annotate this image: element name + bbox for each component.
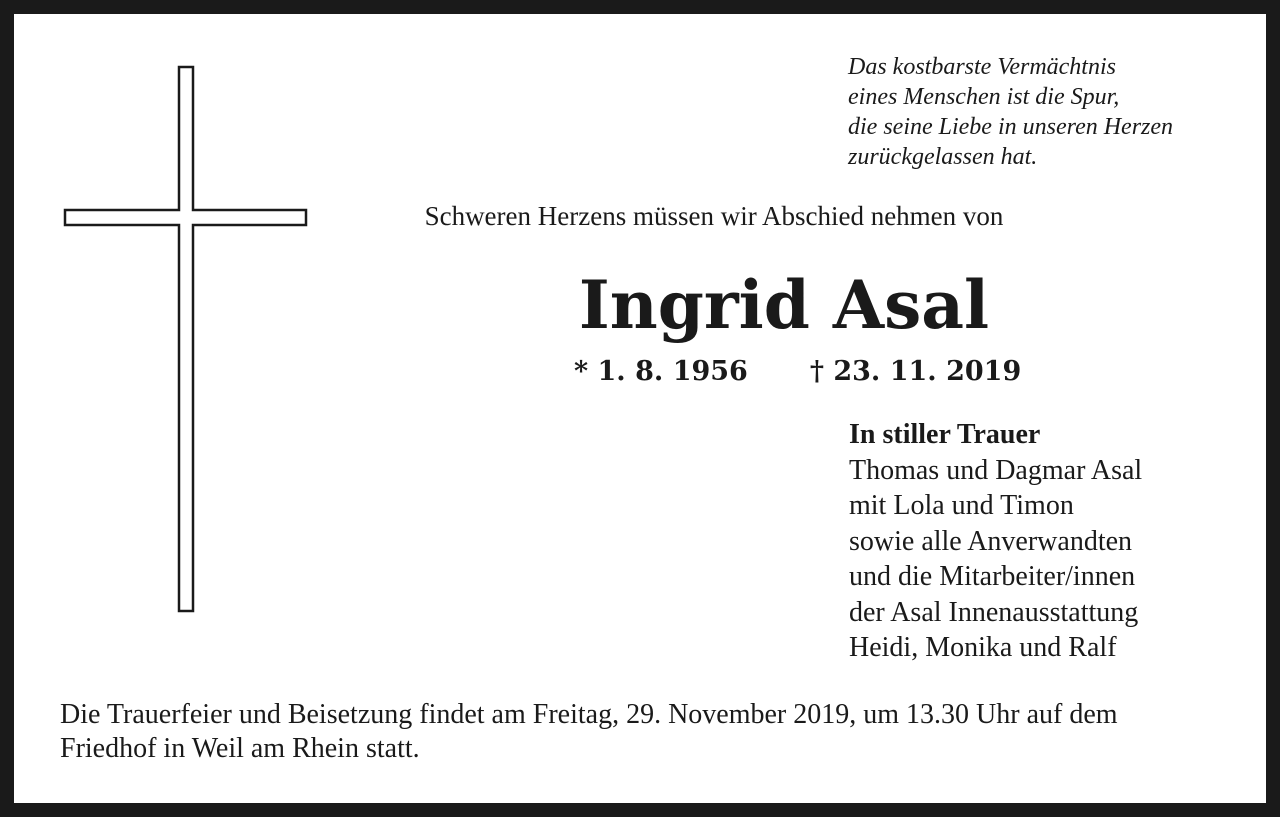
quote-line: die seine Liebe in unseren Herzen xyxy=(848,114,1174,140)
quote-line: Das kostbarste Vermächtnis xyxy=(848,54,1116,80)
funeral-service-info xyxy=(60,698,1118,766)
service-line: Die Trauerfeier und Beisetzung findet am Freitag, 29. November 2019, um 13.30 Uhr auf dem xyxy=(60,699,1118,730)
quote-line: zurückgelassen hat. xyxy=(848,144,1038,170)
quote-line: eines Menschen ist die Spur, xyxy=(848,84,1120,110)
mourners-block xyxy=(849,417,1142,666)
life-dates xyxy=(574,354,1021,390)
death-date: † 23. 11. 2019 xyxy=(809,356,1022,387)
mourners-heading: In stiller Trauer xyxy=(849,419,1041,450)
mourner-line: der Asal Innenausstattung xyxy=(849,596,1139,628)
mourner-line: und die Mitarbeiter/innen xyxy=(849,561,1136,592)
mourner-line: sowie alle Anverwandten xyxy=(849,525,1133,557)
obituary-card xyxy=(14,14,1266,803)
birth-date: * 1. 8. 1956 xyxy=(574,356,748,387)
service-line: Friedhof in Weil am Rhein statt. xyxy=(60,733,420,764)
mourner-line: Thomas und Dagmar Asal xyxy=(849,454,1143,486)
farewell-intro: Schweren Herzens müssen wir Abschied nehmen von xyxy=(424,201,1004,231)
deceased-name: Ingrid Asal xyxy=(578,266,990,344)
memorial-quote xyxy=(848,52,1173,172)
mourner-line: Heidi, Monika und Ralf xyxy=(849,632,1117,663)
mourner-line: mit Lola und Timon xyxy=(849,490,1074,521)
